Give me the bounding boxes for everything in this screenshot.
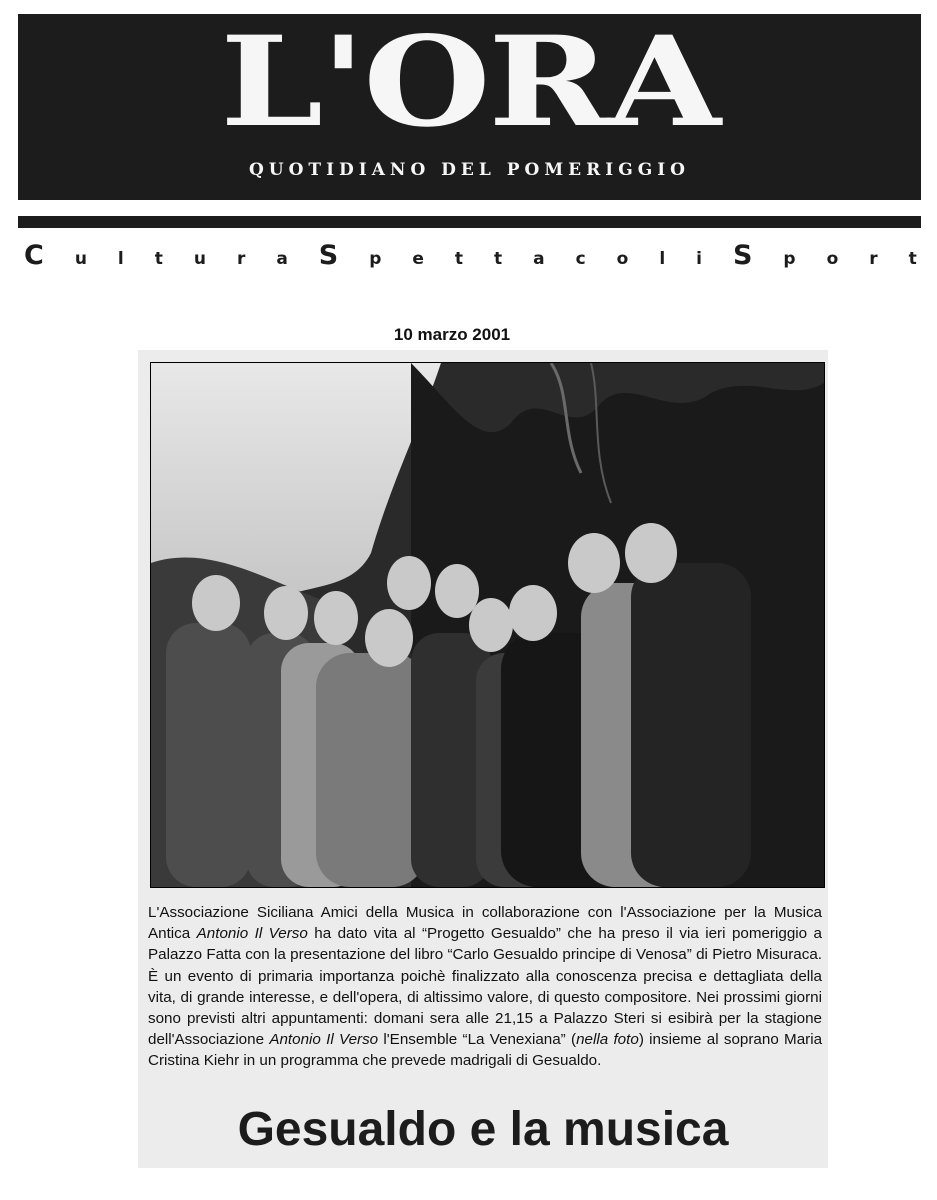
section-bar-letter: u — [74, 249, 87, 269]
section-bar-letter: u — [193, 249, 206, 269]
section-bar-letter: o — [826, 249, 839, 269]
section-bar-letter: e — [412, 249, 424, 269]
section-bar-letter: r — [236, 249, 246, 269]
section-bar-letter: t — [454, 249, 464, 269]
article-headline: Gesualdo e la musica — [237, 1103, 729, 1156]
section-bar-letter: o — [616, 249, 629, 269]
section-bar-letter: r — [869, 249, 878, 269]
article-photo — [150, 362, 825, 888]
section-bar-letter: l — [117, 249, 124, 269]
section-bar-letter: t — [908, 249, 917, 269]
section-bar — [24, 236, 917, 276]
section-bar-letter: t — [494, 249, 503, 269]
section-bar-letter: a — [276, 249, 288, 269]
section-bar-letter: S — [732, 240, 753, 271]
newspaper-logo: L'ORA — [220, 10, 719, 155]
section-bar-letter: i — [696, 249, 702, 269]
masthead-rule — [18, 216, 921, 228]
section-bar-letter: p — [783, 249, 796, 269]
section-bar-letter: C — [24, 240, 44, 271]
section-bar-letter: S — [318, 240, 339, 271]
section-bar-letter: p — [369, 249, 382, 269]
article-date: 10 marzo 2001 — [372, 320, 532, 350]
article-caption: L'Associazione Siciliana Amici della Musica in collaborazione con l'Associazione per la Musica Antica Antonio Il Verso ha dato vita al “Progetto Gesualdo” che ha preso il via ieri pomeriggio a Palazzo Fatta con la presentazione del libro “Carlo Gesualdo principe di Venosa” di Pietro Misuraca. È un evento di primaria importanza poichè finalizzato alla conoscenza precisa e dettagliata della vita, di grande interesse, e dell'opera, di altissimo valore, di questo compositore. Nei prossimi giorni sono previsti altri appuntamenti: domani sera alle 21,15 a Palazzo Steri si esibirà per la stagione dell'Associazione Antonio Il Verso l'Ensemble “La Venexiana” (nella foto) insieme al soprano Maria Cristina Kiehr in un programma che prevede madrigali di Gesualdo. — [148, 904, 823, 1070]
section-bar-letter: a — [533, 249, 545, 269]
newspaper-masthead — [18, 10, 921, 200]
newspaper-subtitle: QUOTIDIANO DEL POMERIGGIO — [248, 160, 690, 180]
section-bar-letter: t — [154, 249, 163, 269]
group-photo-image — [151, 363, 824, 887]
section-bar-letter: l — [659, 249, 666, 269]
section-bar-letter: c — [575, 249, 586, 269]
